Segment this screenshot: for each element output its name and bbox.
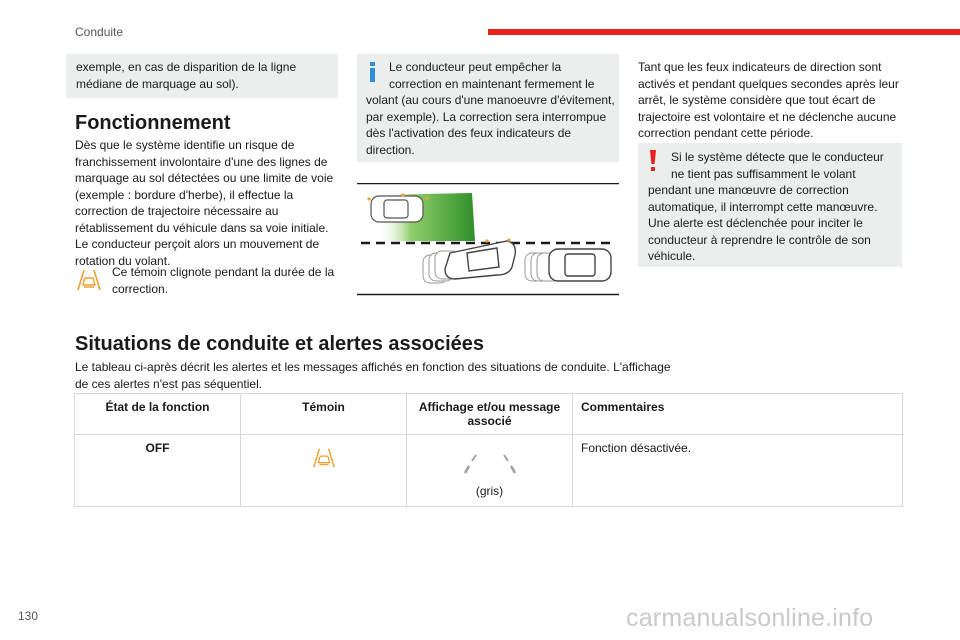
alert-text-rest: pendant une manœuvre de correction automatique, il interrompt cette manœuvre. Une alerte est déclenchée pour inciter le conducteur à reprendre le contrôle de son véhicule. (648, 183, 878, 263)
indicator-behavior-text: Tant que les feux indicateurs de direction sont activés et pendant quelques secondes après leur arrêt, le système considère que tout écart de trajectoire est volontaire et ne déclenche aucune correction pendant cette période. (638, 60, 899, 140)
cell-display (407, 435, 573, 507)
car-straight (549, 249, 611, 281)
header-state: État de la fonction (75, 394, 241, 435)
alert-text-first: Si le système détecte que le conducteur ne tient pas suffisamment le volant (671, 150, 884, 181)
watermark: carmanualsonline.info (626, 604, 874, 632)
car-top (371, 196, 423, 222)
warning-light-note (75, 264, 340, 297)
cell-comment: Fonction désactivée. (573, 435, 903, 507)
exclamation-icon (649, 150, 657, 172)
info-icon (369, 62, 376, 82)
warning-light-text: Ce témoin clignote pendant la durée de la correction. (112, 265, 335, 296)
info-text-first: Le conducteur peut empêcher la correction en maintenant fermement le (389, 60, 595, 91)
display-caption: (gris) (475, 484, 504, 498)
situations-intro: Le tableau ci-après décrit les alertes et les messages affichés en fonction des situations de conduite. L'affichage de ces alertes n'est pas séquentiel. (75, 360, 671, 391)
header-indicator: Témoin (241, 394, 407, 435)
info-text-rest: volant (au cours d'une manoeuvre d'évitement, par exemple). La correction sera interrompue dès l'activation des feux indicateurs de direction. (366, 93, 615, 157)
header-accent-bar (488, 29, 960, 35)
lane-keep-warning-icon (311, 445, 337, 471)
continuation-note-text: exemple, en cas de disparition de la ligne médiane de marquage au sol). (76, 60, 297, 91)
header-comments: Commentaires (573, 394, 903, 435)
lane-keep-warning-icon (75, 266, 103, 294)
heading-situations: Situations de conduite et alertes associées (75, 333, 485, 355)
heading-fonctionnement: Fonctionnement (75, 112, 231, 134)
table-row (75, 435, 903, 507)
cell-indicator (241, 435, 407, 507)
car-corrected (445, 241, 515, 279)
lane-correction-illustration (357, 183, 619, 296)
continuation-note-box (66, 54, 338, 98)
cell-state: OFF (75, 435, 241, 507)
fonctionnement-body: Dès que le système identifie un risque de franchissement involontaire d'une des lignes de marquage au sol détectées ou une limite de voie (exemple : bordure d'herbe), il effectue la correction de trajectoire nécessaire au rétablissement du véhicule dans sa voie initiale. Le conducteur perçoit alors un mouvement de rotation du volant. (75, 138, 334, 268)
section-title: Conduite (75, 25, 124, 39)
alerts-table (74, 393, 903, 507)
header-display: Affichage et/ou message associé (407, 394, 573, 435)
lane-lines-gray-icon (458, 451, 522, 477)
table-header-row (75, 394, 903, 435)
page-number: 130 (18, 609, 39, 623)
